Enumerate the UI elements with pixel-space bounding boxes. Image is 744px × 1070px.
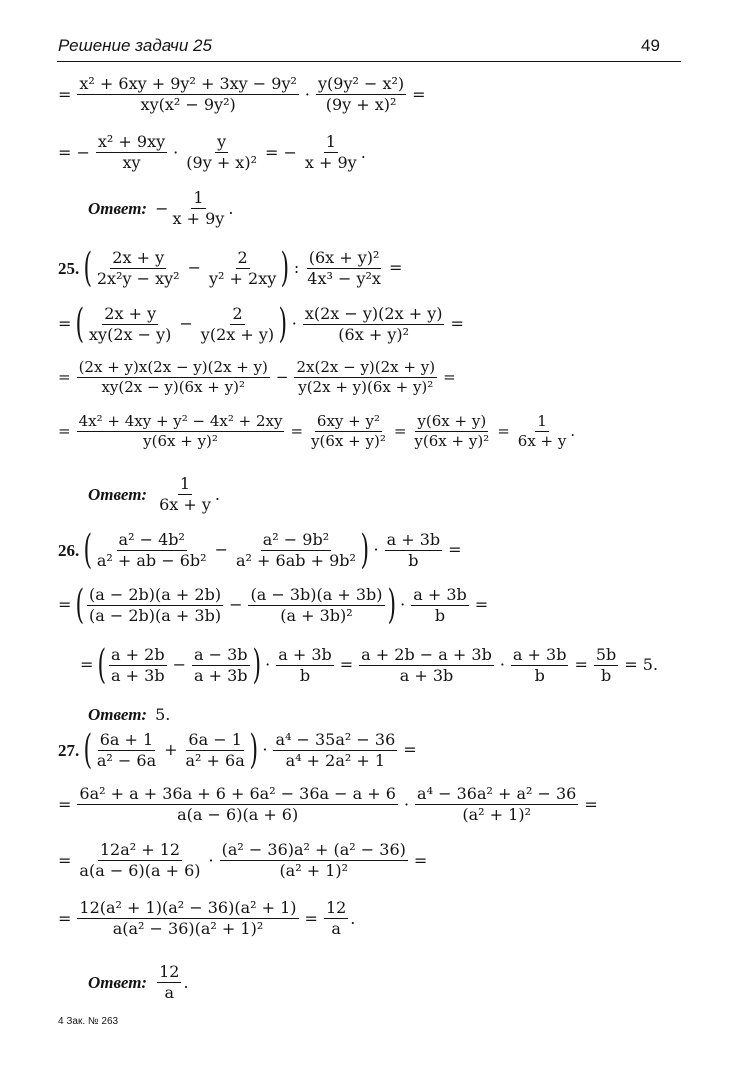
problem-25-line-2: = ( $\frac{2x + y}{xy(2x - y)}$ − $\frac{2}{y(2x + y)}$ ) · $\frac{x(2x - y)(2x + y)}{\text{(6x + y)²}}$ = bbox=[58, 301, 464, 347]
fraction: $\frac{a + 2b}{a + 3b}$ bbox=[111, 644, 165, 685]
page-number: 49 bbox=[641, 36, 660, 55]
fraction: $\frac{6a + 1}{\text{a² − 6a}}$ bbox=[96, 729, 157, 770]
fraction: $\frac{\text{4x² + 4xy + y² − 4x² + 2xy}}{\text{y(6x + y)²}}$ bbox=[78, 412, 283, 450]
fraction: $\frac{1}{6x + y}$ bbox=[159, 474, 211, 514]
fraction: $\frac{a + 3b}{b}$ bbox=[413, 584, 467, 625]
fraction: $\frac{y}{\text{(9y + x)²}}$ bbox=[186, 132, 257, 172]
fraction: $\frac{\text{x² + 6xy + 9y² + 3xy − 9y²}}{\text{xy(x² − 9y²)}}$ bbox=[79, 74, 297, 114]
fraction: $\frac{2}{y(2x + y)}$ bbox=[200, 303, 275, 344]
fraction: $\frac{\text{a⁴ − 35a² − 36}}{\text{a⁴ + 2a² + 1}}$ bbox=[275, 729, 396, 770]
fraction: $\frac{\text{(a² − 36)a² + (a² − 36)}}{\text{(a² + 1)²}}$ bbox=[221, 840, 406, 880]
sol25-line-2: = − $\frac{\text{x² + 9xy}}{xy}$ · $\frac{y}{\text{(9y + x)²}}$ = − $\frac{1}{x + 9y}$ . bbox=[58, 132, 366, 172]
answer-label: Ответ: bbox=[88, 199, 148, 218]
sol25-line-1: = $\frac{\text{x² + 6xy + 9y² + 3xy − 9y²}}{\text{xy(x² − 9y²)}}$ · $\frac{\text{y(9y² − x²)}}{\text{(9y + x)²}}$ = bbox=[58, 74, 426, 114]
fraction: $\frac{\text{12(a² + 1)(a² − 36)(a² + 1)}}{\text{a(a² − 36)(a² + 1)²}}$ bbox=[79, 898, 297, 938]
fraction: $\frac{12}{a}$ bbox=[325, 898, 347, 938]
fraction: $\frac{\text{a² − 4b²}}{\text{a² + ab − 6b²}}$ bbox=[96, 529, 207, 570]
fraction: $\frac{\text{12a² + 12}}{a(a - 6)(a + 6)}$ bbox=[79, 840, 201, 880]
fraction: $\frac{a + 3b}{b}$ bbox=[278, 644, 332, 685]
fraction: $\frac{\text{a² − 9b²}}{\text{a² + 6ab + 9b²}}$ bbox=[236, 529, 356, 570]
fraction: $\frac{5b}{b}$ bbox=[595, 644, 617, 685]
fraction: $\frac{y(6x + y)}{\text{y(6x + y)²}}$ bbox=[414, 412, 490, 450]
fraction: $\frac{(2x + y)x(2x - y)(2x + y)}{\text{xy(2x − y)(6x + y)²}}$ bbox=[78, 358, 268, 396]
problem-27-line-4: = $\frac{\text{12(a² + 1)(a² − 36)(a² + 1)}}{\text{a(a² − 36)(a² + 1)²}}$ = $\frac{12}{a}$ . bbox=[58, 898, 356, 938]
fraction: $\frac{(a - 3b)(a + 3b)}{\text{(a + 3b)²}}$ bbox=[250, 584, 383, 625]
fraction: $\frac{\text{y(9y² − x²)}}{\text{(9y + x)²}}$ bbox=[318, 74, 405, 114]
problem-25-line-3: = $\frac{(2x + y)x(2x - y)(2x + y)}{\text{xy(2x − y)(6x + y)²}}$ − $\frac{2x(2x - y)(2x + y)}{\text{y(2x + y)(6x + y)²}}$ = bbox=[58, 358, 456, 396]
sol25-answer: Ответ: − $\frac{1}{x + 9y}$ . bbox=[88, 188, 234, 228]
fraction: $\frac{2x + y}{\text{2x²y − xy²}}$ bbox=[96, 247, 180, 288]
fraction: $\frac{\text{x² + 9xy}}{xy}$ bbox=[97, 132, 166, 172]
problem-25-line-4: = $\frac{\text{4x² + 4xy + y² − 4x² + 2xy}}{\text{y(6x + y)²}}$ = $\frac{\text{6xy + y²}}{\text{y(6x + y)²}}$ = $\frac{y(6x + y)}{\text{y(6x + y)²}}$ = $\frac{1}{6x + y}$ . bbox=[58, 412, 576, 450]
fraction: $\frac{a - 3b}{a + 3b}$ bbox=[193, 644, 248, 685]
problem-26-line-1: 26. ( $\frac{\text{a² − 4b²}}{\text{a² + ab − 6b²}}$ − $\frac{\text{a² − 9b²}}{\text{a² + 6ab + 9b²}}$ ) · $\frac{a + 3b}{b}$ = bbox=[58, 527, 462, 573]
fraction: $\frac{1}{x + 9y}$ bbox=[172, 188, 225, 228]
problem-27-line-1: 27. ( $\frac{6a + 1}{\text{a² − 6a}}$ + $\frac{6a - 1}{\text{a² + 6a}}$ ) · $\frac{\text{a⁴ − 35a² − 36}}{\text{a⁴ + 2a² + 1}}$ = bbox=[58, 727, 417, 773]
fraction: $\frac{a + 3b}{b}$ bbox=[512, 644, 567, 685]
problem-27-line-2: = $\frac{\text{6a² + a + 36a + 6 + 6a² − 36a − a + 6}}{a(a - 6)(a + 6)}$ · $\frac{\text{a⁴ − 36a² + a² − 36}}{\text{(a² + 1)²}}$ = bbox=[58, 784, 598, 824]
problem-26-line-2: = ( $\frac{(a - 2b)(a + 2b)}{(a - 2b)(a + 3b)}$ − $\frac{(a - 3b)(a + 3b)}{\text{(a + 3b)²}}$ ) · $\frac{a + 3b}{b}$ = bbox=[58, 582, 489, 628]
header-rule bbox=[57, 61, 681, 62]
problem-number: 25. bbox=[58, 258, 80, 278]
problem-25-line-1: 25. ( $\frac{2x + y}{\text{2x²y − xy²}}$ − $\frac{2}{\text{y² + 2xy}}$ ) : $\frac{\text{(6x + y)²}}{\text{4x³ − y²x}}$ = bbox=[58, 245, 403, 291]
fraction: $\frac{a + 2b - a + 3b}{a + 3b}$ bbox=[361, 644, 492, 685]
fraction: $\frac{(a - 2b)(a + 2b)}{(a - 2b)(a + 3b)}$ bbox=[89, 584, 222, 625]
footer-note: 4 Зак. № 263 bbox=[58, 1016, 119, 1027]
fraction: $\frac{1}{x + 9y}$ bbox=[304, 132, 357, 172]
fraction: $\frac{12}{a}$ bbox=[159, 962, 180, 1002]
problem-25-answer: Ответ: $\frac{1}{6x + y}$ . bbox=[88, 474, 221, 514]
fraction: $\frac{x(2x - y)(2x + y)}{\text{(6x + y)²}}$ bbox=[304, 303, 443, 344]
fraction: $\frac{1}{6x + y}$ bbox=[517, 412, 567, 450]
fraction: $\frac{2x(2x - y)(2x + y)}{\text{y(2x + y)(6x + y)²}}$ bbox=[296, 358, 436, 396]
answer-label: Ответ: bbox=[88, 705, 148, 724]
answer-label: Ответ: bbox=[88, 485, 148, 504]
answer-label: Ответ: bbox=[88, 973, 148, 992]
problem-26-line-3: = ( $\frac{a + 2b}{a + 3b}$ − $\frac{a - 3b}{a + 3b}$ ) · $\frac{a + 3b}{b}$ = $\frac{a + 2b - a + 3b}{a + 3b}$ · $\frac{a + 3b}{b}$ = $\frac{5b}{b}$ = 5. bbox=[80, 642, 659, 688]
fraction: $\frac{2x + y}{xy(2x - y)}$ bbox=[89, 303, 172, 344]
problem-27-answer: Ответ: $\frac{12}{a}$ . bbox=[88, 962, 189, 1002]
fraction: $\frac{\text{(6x + y)²}}{\text{4x³ − y²x}}$ bbox=[307, 247, 381, 288]
running-header-title: Решение задачи 25 bbox=[58, 36, 212, 55]
fraction: $\frac{a + 3b}{b}$ bbox=[386, 529, 441, 570]
fraction: $\frac{\text{6xy + y²}}{\text{y(6x + y)²}}$ bbox=[311, 412, 386, 450]
fraction: $\frac{\text{6a² + a + 36a + 6 + 6a² − 36a − a + 6}}{a(a - 6)(a + 6)}$ bbox=[79, 784, 396, 824]
fraction: $\frac{6a - 1}{\text{a² + 6a}}$ bbox=[185, 729, 245, 770]
problem-number: 27. bbox=[58, 740, 80, 760]
fraction: $\frac{2}{\text{y² + 2xy}}$ bbox=[208, 247, 277, 288]
problem-26-answer: Ответ: 5. bbox=[88, 704, 171, 724]
problem-27-line-3: = $\frac{\text{12a² + 12}}{a(a - 6)(a + 6)}$ · $\frac{\text{(a² − 36)a² + (a² − 36)}}{\text{(a² + 1)²}}$ = bbox=[58, 840, 428, 880]
fraction: $\frac{\text{a⁴ − 36a² + a² − 36}}{\text{(a² + 1)²}}$ bbox=[417, 784, 577, 824]
problem-number: 26. bbox=[58, 540, 80, 560]
